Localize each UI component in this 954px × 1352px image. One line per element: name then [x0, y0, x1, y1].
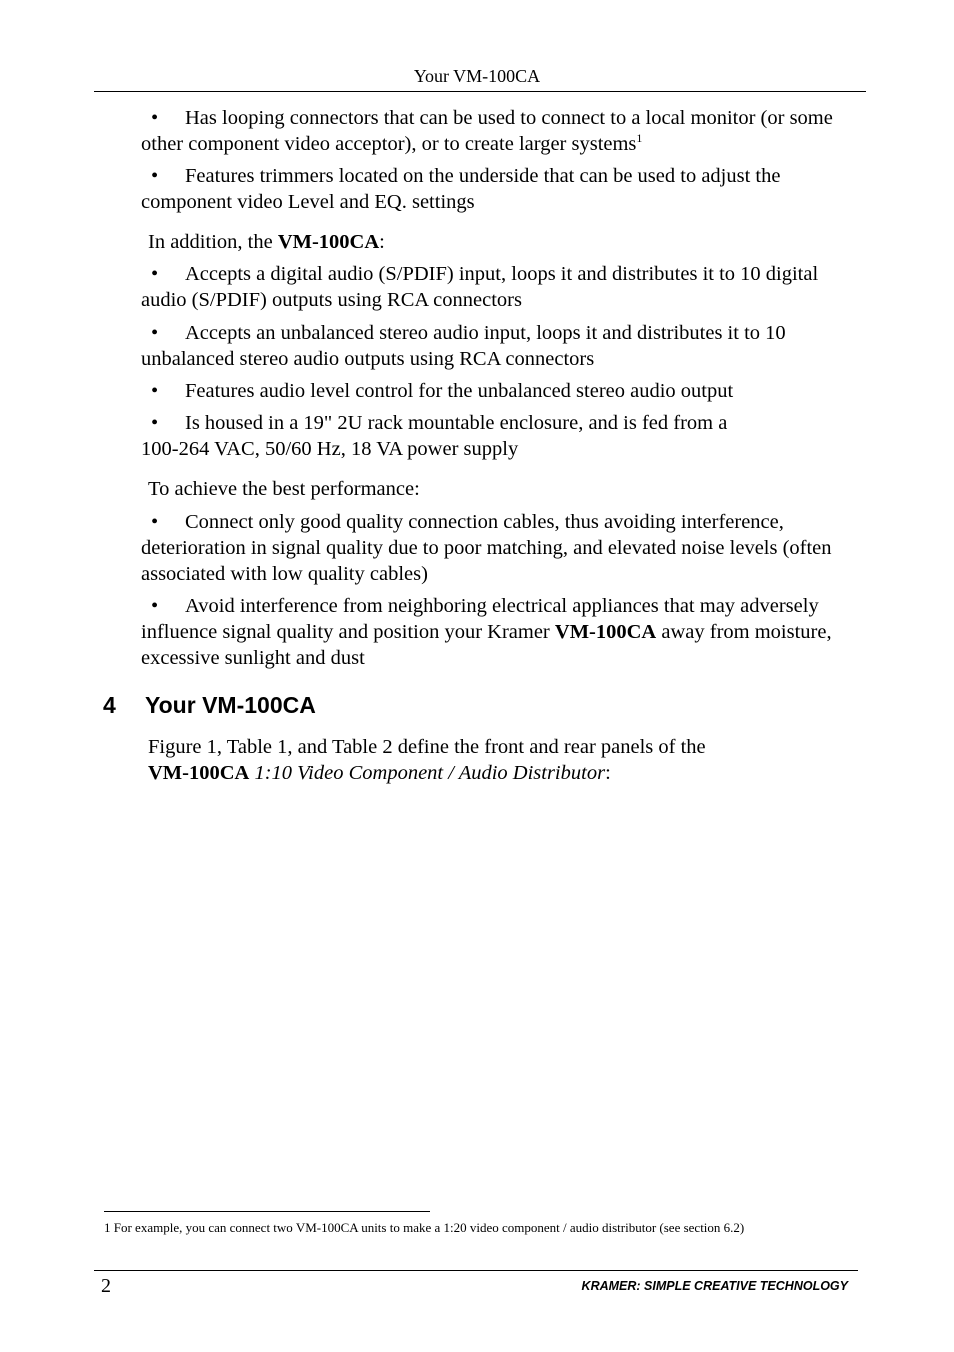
- bullet-cables: • Connect only good quality connection cables, thus avoiding interference, deterioration in signal quality due to poor matching, and elevated noise levels (often associated with low quality cables): [141, 511, 832, 585]
- bullet-trimmers: • Features trimmers located on the underside that can be used to adjust the component video Level and EQ. settings: [141, 165, 781, 213]
- performance-intro: To achieve the best performance:: [148, 478, 420, 500]
- bullet-dot: •: [151, 511, 159, 533]
- section-number: 4: [103, 692, 116, 718]
- section-body: Figure 1, Table 1, and Table 2 define the front and rear panels of the VM-100CA 1:10 Video Component / Audio Distributor:: [148, 736, 706, 784]
- page-number: 2: [101, 1275, 111, 1297]
- section-heading: [103, 691, 316, 719]
- bullet-dot: •: [151, 595, 159, 617]
- footnote-ref[interactable]: 1: [636, 131, 643, 146]
- bullet-audio-level: • Features audio level control for the unbalanced stereo audio output: [141, 378, 863, 404]
- addition-intro: In addition, the VM-100CA:: [148, 231, 385, 253]
- header-rule: [94, 91, 866, 92]
- section-title: Your VM-100CA: [145, 692, 316, 718]
- bullet-dot: •: [151, 322, 159, 344]
- footnote-rule: [104, 1211, 430, 1212]
- footer-brand: KRAMER: SIMPLE CREATIVE TECHNOLOGY: [581, 1279, 848, 1293]
- bullet-dot: •: [151, 165, 159, 187]
- footer-rule: [94, 1270, 858, 1271]
- bullet-dot: •: [151, 380, 159, 402]
- bullet-dot: •: [151, 263, 159, 285]
- footnote: 1 For example, you can connect two VM-100CA units to make a 1:20 video component / audio distributor (see section 6.2): [104, 1220, 745, 1235]
- bullet-stereo-audio: • Accepts an unbalanced stereo audio input, loops it and distributes it to 10 unbalanced stereo audio outputs using RCA connectors: [141, 322, 786, 370]
- bullet-dot: •: [151, 412, 159, 434]
- bullet-dot: •: [151, 107, 159, 129]
- bullet-looping-connectors: • Has looping connectors that can be used to connect to a local monitor (or some other component video acceptor), or to create larger systems$^1$: [141, 107, 833, 155]
- bullet-enclosure: • Is housed in a 19" 2U rack mountable enclosure, and is fed from a 100-264 VAC, 50/60 Hz, 18 VA power supply: [141, 412, 728, 460]
- running-header: Your VM-100CA: [413, 66, 541, 86]
- bullet-interference: • Avoid interference from neighboring electrical appliances that may adversely influence signal quality and position your Kramer VM-100CA away from moisture, excessive sunlight and dust: [141, 595, 832, 669]
- bullet-digital-audio: • Accepts a digital audio (S/PDIF) input, loops it and distributes it to 10 digital audio (S/PDIF) outputs using RCA connectors: [141, 263, 819, 311]
